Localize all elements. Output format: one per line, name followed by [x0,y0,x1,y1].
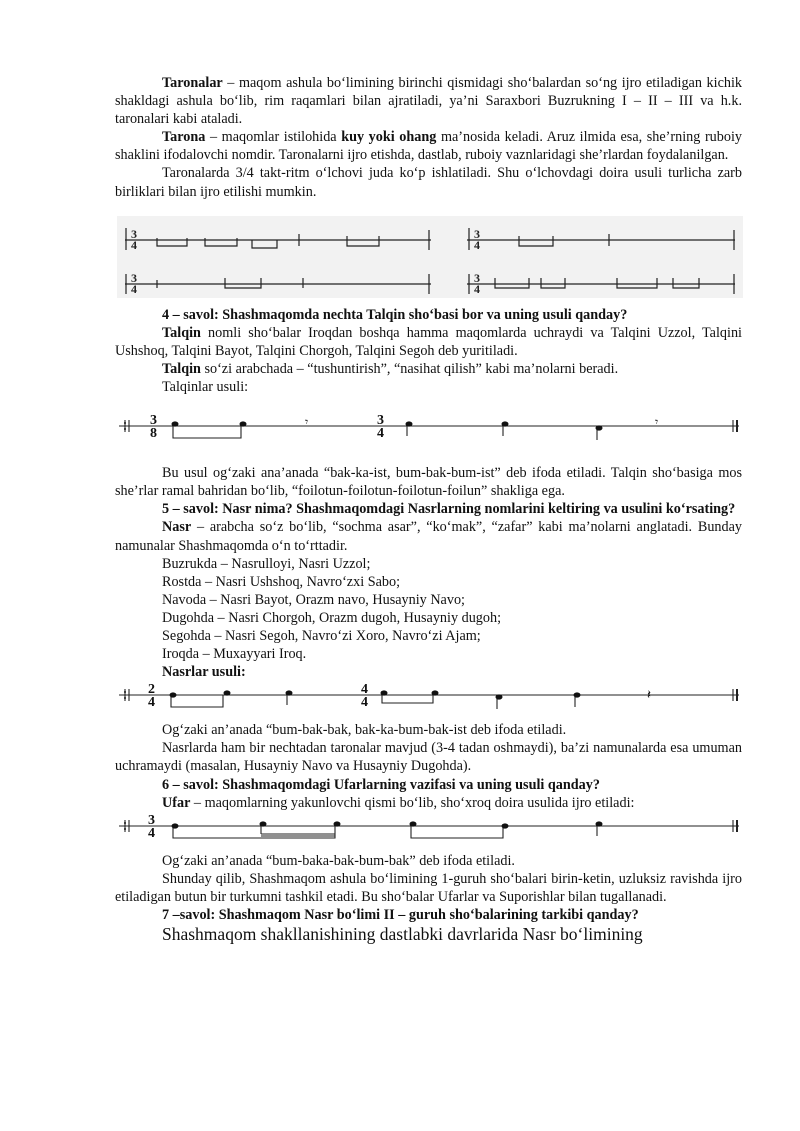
meter-bottom: 4 [474,237,480,252]
nasrlar-usuli-heading [115,663,742,681]
rest-glyph: 𝄾 [655,415,659,430]
paragraph-nasr [115,518,742,554]
question-5 [115,500,742,518]
list-item: Iroqda – Muxayyari Iroq. [162,646,307,663]
meter-top: 3 [474,270,480,285]
meter-top: 3 [131,270,137,285]
paragraph-final: Shashmaqom shakllanishining dastlabki davrlarida Nasr bo‘limining [162,924,643,945]
meter-top: 3 [377,413,384,429]
list-item: Buzrukda – Nasrulloyi, Nasri Uzzol; [162,555,371,572]
text: ma’nosida keladi. Aruz ilmida esa, she’rning ruboiy shaklini ifodalovchi nomdir. Taronalarni ijro etishda, dastlab, ruboiy vaznlaridagi she’rlardan foydalanilgan. [115,129,742,164]
question-7 [115,906,742,924]
meter-bottom: 4 [131,281,137,296]
meter-top: 2 [148,682,155,698]
question-6 [115,776,742,794]
meter-bottom: 4 [148,695,155,711]
paragraph-talqin-oral: Bu usul og‘zaki ana’anada “bak-ka-ist, bum-bak-bum-ist” deb ifoda etiladi. Talqin sho‘basiga mos she’rlar ramal bahridan bo‘lib, “foilotun-foilotun-foilotun-foilun” shakliga ega. [115,465,742,500]
term: Talqin [162,360,201,377]
question-text: 7 –savol: Shashmaqom Nasr bo‘limi II – guruh sho‘balarining tarkibi qanday? [162,907,639,923]
ufar-score-svg [115,812,742,852]
meter-bottom: 4 [148,825,155,841]
paragraph-talqin [115,324,742,360]
meter-bottom: 8 [150,426,157,442]
nasr-rhythm [115,681,742,721]
question-4 [115,306,742,324]
talqin-score-svg [115,404,742,452]
rest-glyph: 𝄾 [305,415,309,430]
paragraph-ufar-oral: Og‘zaki an’anada “bum-baka-bak-bum-bak” deb ifoda etiladi. [162,852,515,869]
rhythm-notation-image [117,216,742,298]
term: Talqin [162,324,201,341]
paragraph-taronalar [115,74,742,128]
paragraph-conclusion: Shunday qilib, Shashmaqom ashula bo‘limining 1-guruh sho‘balari birin-ketin, uzluksiz ravishda ijro etiladigan butun bir turkumni tashkil etadi. Bu sho‘balar Ufarlar va Suporishlar bilan tugallanadi. [115,870,742,905]
meter-top: 4 [361,682,368,698]
rhythm-score-svg [117,216,743,298]
paragraph-tarona [115,128,742,164]
paragraph-3-4: Taronalarda 3/4 takt-ritm o‘lchovi juda ko‘p ishlatiladi. Shu o‘lchovdagi doira usuli turlicha zarb birliklari bilan ijro etilishi mumkin. [115,165,742,200]
text: – maqomlar istilohida [205,129,342,146]
list-item: Rostda – Nasri Ushshoq, Navro‘zxi Sabo; [162,573,401,590]
heading-text: Nasrlar usuli: [162,664,246,681]
meter-top: 3 [150,413,157,429]
talqin-rhythm [115,404,742,452]
question-text: 6 – savol: Shashmaqomdagi Ufarlarning vazifasi va uning usuli qanday? [162,776,600,793]
term: Nasr [162,519,192,536]
meter-top: 3 [131,226,137,241]
list-item: Navoda – Nasri Bayot, Orazm navo, Husayniy Navo; [162,591,465,608]
list-item: Segohda – Nasri Segoh, Navro‘zi Xoro, Navro‘zi Ajam; [162,627,481,644]
term: kuy yoki ohang [341,129,437,146]
meter-bottom: 4 [131,237,137,252]
text: – maqom ashula bo‘limining birinchi qismidagi sho‘balardan so‘ng ijro etiladigan kichik shakldagi ashula bo‘lib, rim raqamlari bilan ajratiladi, ya’ni Saraxbori Buzrukning I – II – III va h.k. taronalari kabi ataladi. [115,75,742,128]
text: – arabcha so‘z bo‘lib, “sochma asar”, “ko‘mak”, “zafar” kabi ma’nolarni anglatadi. Bunday namunalar Shashmaqomda o‘n to‘rttadir. [115,519,742,554]
nasr-score-svg [115,681,742,721]
paragraph-nasr-taronalar: Nasrlarda ham bir nechtadan taronalar mavjud (3-4 tadan oshmaydi), ba’zi namunalarda esa umuman uchramaydi (masalan, Husayniy Navo va Husayniy Dugohda). [115,740,742,775]
term: Taronalar [162,75,223,91]
meter-bottom: 4 [474,281,480,296]
meter-top: 3 [474,226,480,241]
text: nomli sho‘balar Iroqdan boshqa hamma maqomlarda uchraydi va Talqini Uzzol, Talqini Ushshoq, Talqini Bayot, Talqini Chorgoh, Talqini Segoh deb yuritiladi. [115,324,742,359]
paragraph-talqin-meaning [115,360,742,378]
paragraph-talqinlar-usuli: Talqinlar usuli: [162,379,249,396]
term: Ufar [162,794,191,811]
list-item: Dugohda – Nasri Chorgoh, Orazm dugoh, Husayniy dugoh; [162,609,502,626]
term: Tarona [162,129,206,146]
ufar-rhythm [115,812,742,852]
document-page [115,74,742,945]
meter-bottom: 4 [377,426,384,442]
text: so‘zi arabchada – “tushuntirish”, “nasihat qilish” kabi ma’nolarni beradi. [200,360,619,377]
paragraph-nasr-oral: Og‘zaki an’anada “bum-bak-bak, bak-ka-bum-bak-ist deb ifoda etiladi. [162,722,567,739]
question-text: 5 – savol: Nasr nima? Shashmaqomdagi Nasrlarning nomlarini keltiring va usulini ko‘rsating? [162,501,736,518]
question-text: 4 – savol: Shashmaqomda nechta Talqin sho‘basi bor va uning usuli qanday? [162,306,628,323]
meter-top: 3 [148,812,155,828]
paragraph-ufar [115,794,742,812]
meter-bottom: 4 [361,695,368,711]
text: – maqomlarning yakunlovchi qismi bo‘lib, sho‘xroq doira usulida ijro etiladi: [190,794,635,811]
rest-glyph: 𝄽 [647,688,651,704]
